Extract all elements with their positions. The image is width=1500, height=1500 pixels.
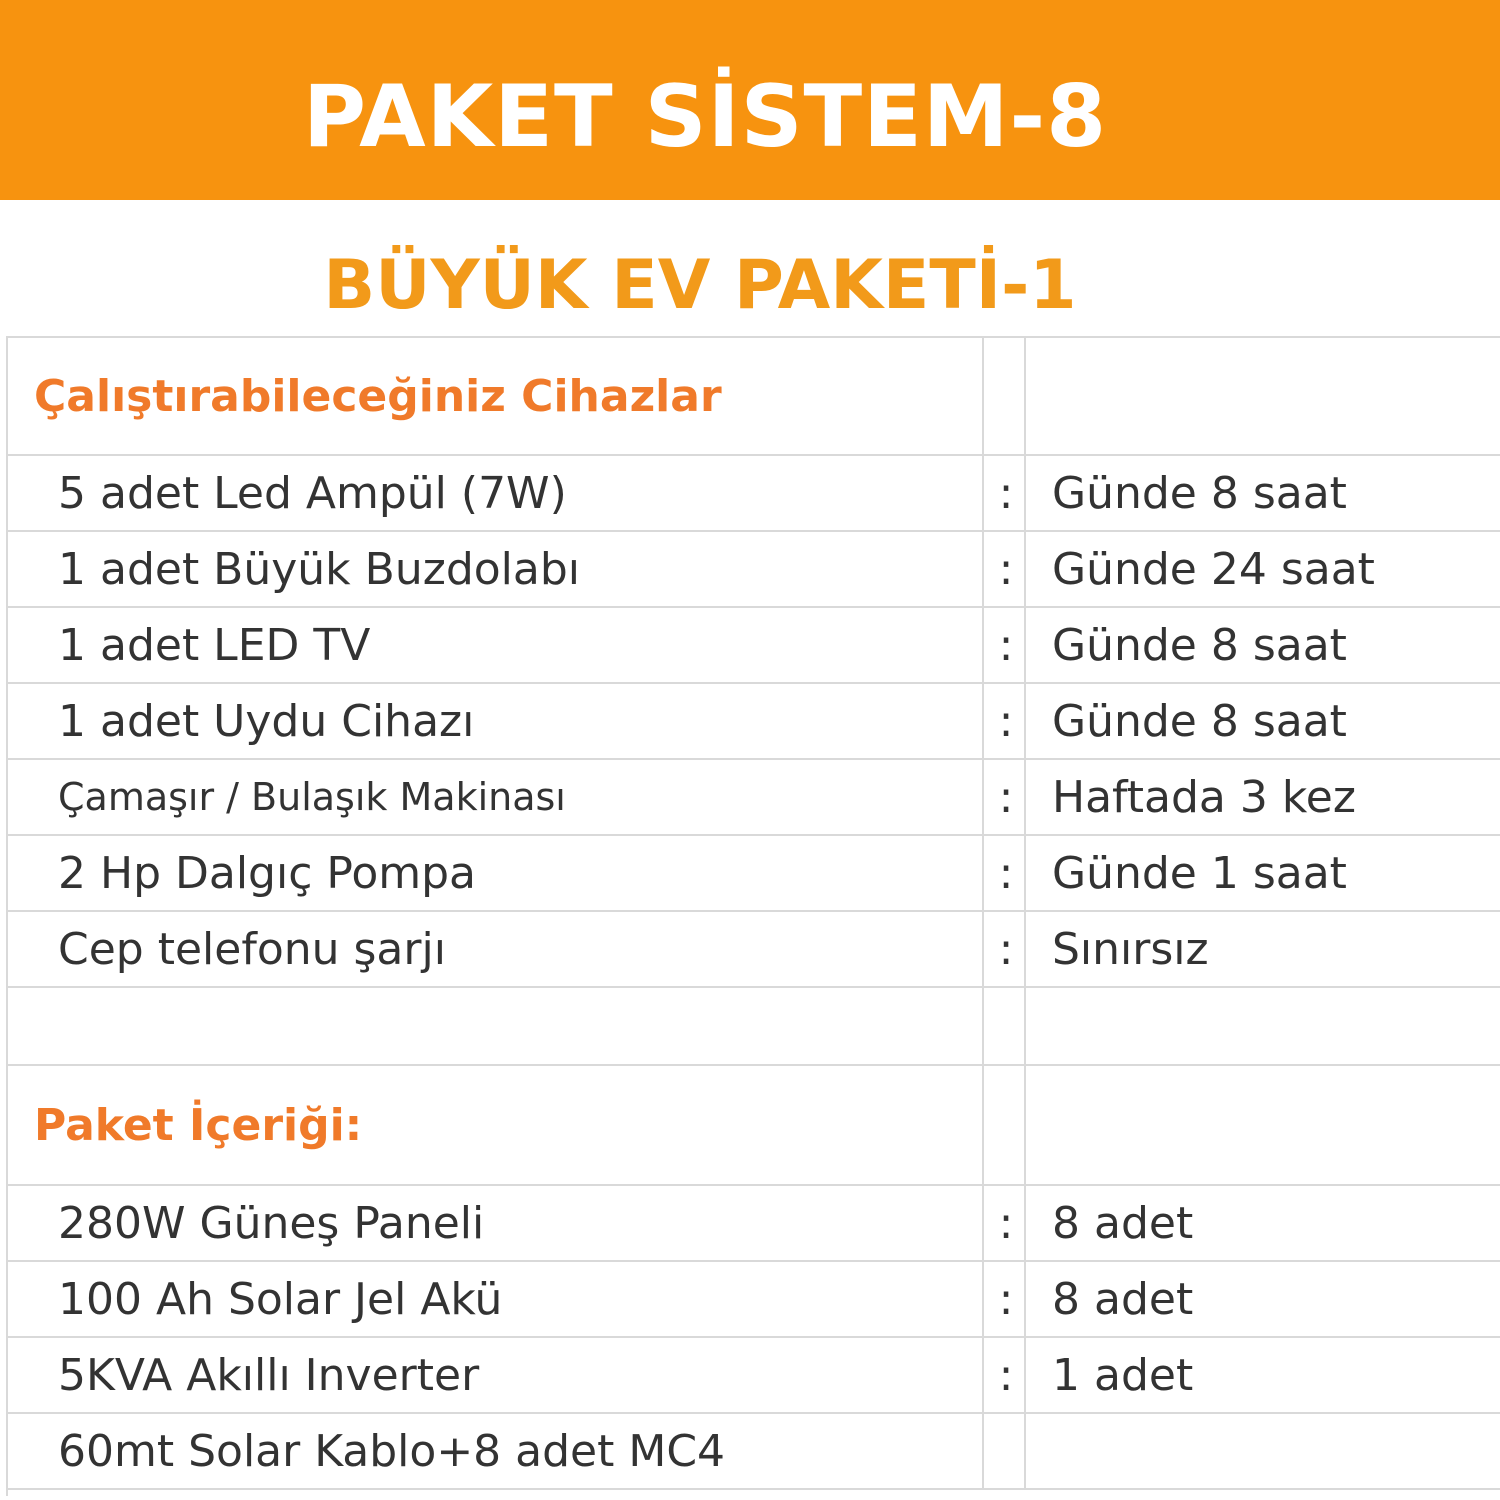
device-name: 2 Hp Dalgıç Pompa (58, 847, 477, 899)
package-item-name: 5KVA Akıllı Inverter (58, 1349, 480, 1401)
devices-heading-row (6, 336, 1500, 454)
table-row (6, 1336, 1500, 1412)
package-item-qty: 8 adet (1052, 1197, 1194, 1249)
separator: : (998, 619, 1014, 671)
device-name: 1 adet Büyük Buzdolabı (58, 543, 581, 595)
separator: : (998, 1273, 1014, 1325)
device-name: Çamaşır / Bulaşık Makinası (58, 775, 566, 819)
package-heading-row (6, 1064, 1500, 1184)
table-row (6, 910, 1500, 986)
table-row (6, 530, 1500, 606)
table-row (6, 834, 1500, 910)
package-item-qty: 8 adet (1052, 1273, 1194, 1325)
table-row (6, 758, 1500, 834)
package-item-qty: 1 adet (1052, 1349, 1194, 1401)
header-banner (0, 0, 1500, 200)
separator: : (998, 695, 1014, 747)
device-name: Cep telefonu şarjı (58, 923, 446, 975)
separator: : (998, 771, 1014, 823)
device-usage: Haftada 3 kez (1052, 771, 1356, 823)
separator: : (998, 923, 1014, 975)
table-row (6, 606, 1500, 682)
table-row (6, 1184, 1500, 1260)
device-name: 1 adet LED TV (58, 619, 371, 671)
device-name: 1 adet Uydu Cihazı (58, 695, 475, 747)
separator: : (998, 467, 1014, 519)
device-usage: Günde 8 saat (1052, 467, 1347, 519)
device-usage: Sınırsız (1052, 923, 1209, 975)
device-name: 5 adet Led Ampül (7W) (58, 467, 567, 519)
separator: : (998, 1197, 1014, 1249)
device-usage: Günde 24 saat (1052, 543, 1375, 595)
devices-heading: Çalıştırabileceğiniz Cihazlar (34, 370, 722, 422)
device-usage: Günde 1 saat (1052, 847, 1347, 899)
separator: : (998, 543, 1014, 595)
page-title: PAKET SİSTEM-8 (302, 67, 1108, 167)
device-usage: Günde 8 saat (1052, 695, 1347, 747)
package-item-name: 280W Güneş Paneli (58, 1197, 485, 1249)
package-item-name: 60mt Solar Kablo+8 adet MC4 (58, 1425, 726, 1477)
package-subtitle-text: BÜYÜK EV PAKETİ-1 (323, 246, 1077, 325)
table-row (6, 454, 1500, 530)
table-row (6, 1412, 1500, 1490)
table-row (6, 1260, 1500, 1336)
separator: : (998, 847, 1014, 899)
device-usage: Günde 8 saat (1052, 619, 1347, 671)
package-item-name: 100 Ah Solar Jel Akü (58, 1273, 503, 1325)
table-row (6, 682, 1500, 758)
separator (986, 1414, 1026, 1488)
package-heading: Paket İçeriği: (34, 1099, 363, 1151)
empty-row (6, 986, 1500, 1064)
separator: : (998, 1349, 1014, 1401)
spec-table (6, 336, 1500, 1496)
package-subtitle (0, 236, 1500, 336)
